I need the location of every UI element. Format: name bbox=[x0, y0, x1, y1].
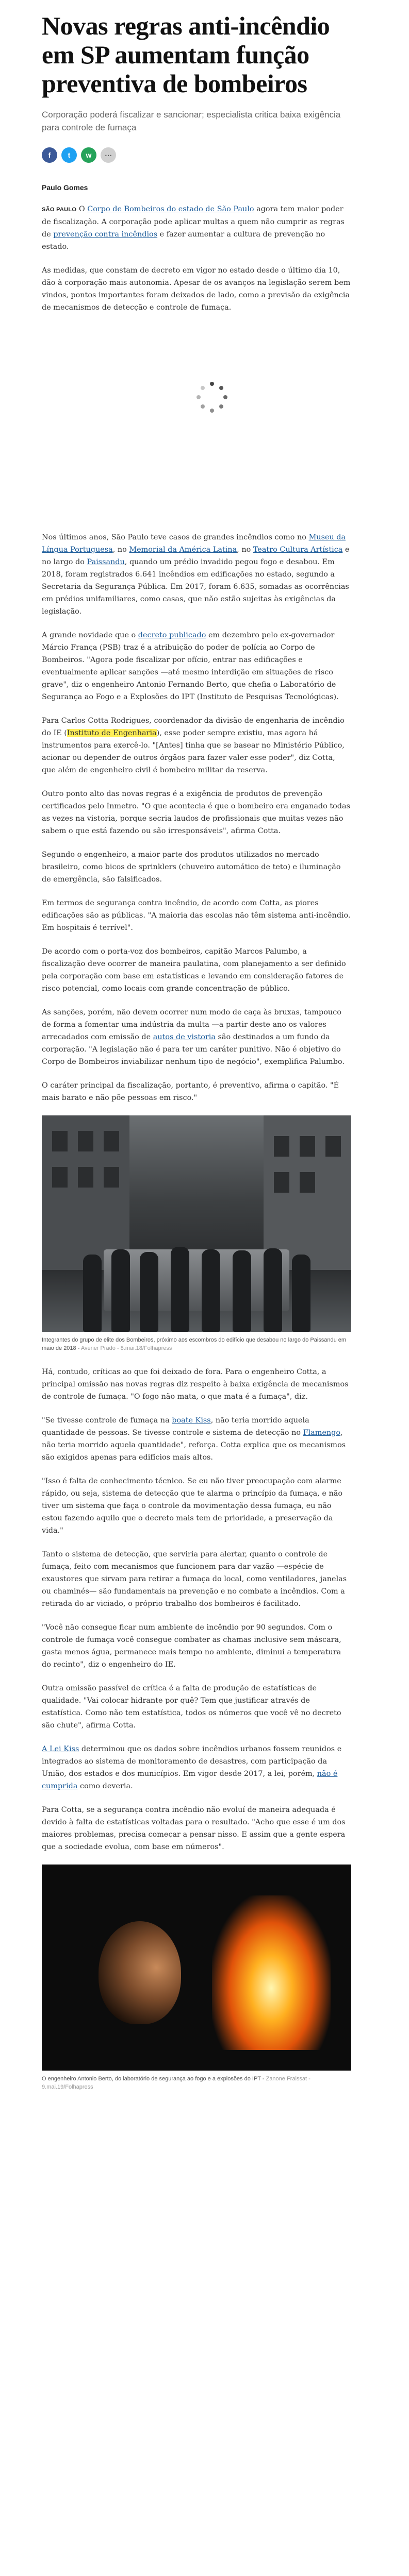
paragraph: De acordo com o porta-voz dos bombeiros, capitão Marcos Palumbo, a fiscalização deve ocorrer de maneira paulatina, com planejamento a ser definido pela corporação com base em estatísticas e levando em consideração fatores de risco potencial, como locais com grande concentração de público. bbox=[42, 947, 346, 993]
standfirst: Corporação poderá fiscalizar e sancionar; especialista critica baixa exigência para controle de fumaça bbox=[42, 110, 341, 132]
photo-credit: Avener Prado - 8.mai.18/Folhapress bbox=[80, 1345, 172, 1351]
photo-caption: O engenheiro Antonio Berto, do laboratório de segurança ao fogo e a explosões do IPT - Zanone Fraissat - 9.mai.19/Folhapress bbox=[42, 2076, 310, 2090]
paragraph: As medidas, que constam de decreto em vigor no estado desde o último dia 10, dão à corporação mais autonomia. Apesar de os avanços na legislação serem bem vindos, pontos importantes foram deixados de lado, como a previsão da exigência de mecanismos de detecção e controle de fumaça. bbox=[42, 266, 351, 312]
paragraph: "Você não consegue ficar num ambiente de incêndio por 90 segundos. Com o controle de fumaça você consegue combater as chamas inclusive sem máscara, gasta menos água, permanece mais tempo no ambiente, diminui a temperatura do recinto", diz o engenheiro do IE. bbox=[42, 1623, 341, 1669]
loading-spinner bbox=[42, 325, 351, 531]
paragraph: A grande novidade que o decreto publicado em dezembro pelo ex-governador Márcio França (PSB) traz é a atribuição do poder de polícia ao Corpo de Bombeiros. "Agora pode fiscalizar por ofício, entrar nas edificações e eventualmente aplicar sanções —até mesmo interdição em situações de risco grave", diz o engenheiro Antonio Fernando Berto, que chefia o Laboratório de Segurança ao Fogo e a Explosões do IPT (Instituto de Pesquisas Tecnológicas). bbox=[42, 631, 339, 701]
highlighted-text: Instituto de Engenharia bbox=[67, 729, 157, 737]
more-share-icon[interactable]: ⋯ bbox=[101, 147, 116, 163]
paragraph: Nos últimos anos, São Paulo teve casos de grandes incêndios como no Museu da Língua Portuguesa, no Memorial da América Latina, no Teatro Cultura Artística e no largo do Paissandu, quando um prédio invadido pegou fogo e desabou. Em 2018, foram registrados 6.641 incêndios em edificações no estado, segundo a Secretaria da Segurança Pública. Em 2017, foram 6.635, somadas as ocorrências em prédios unifamiliares, como casas, que não estão sujeitas às exigências da legislação. bbox=[42, 533, 350, 616]
link-corpo-de-bombeiros[interactable]: Corpo de Bombeiros do estado de São Paulo bbox=[87, 205, 254, 213]
paragraph: SÃO PAULO O Corpo de Bombeiros do estado de São Paulo agora tem maior poder de fiscalização. A corporação pode aplicar multas a quem não cumprir as regras de prevenção contra incêndios e fazer aumentar a cultura de prevenção no estado. bbox=[42, 205, 345, 251]
twitter-share-icon[interactable]: t bbox=[61, 147, 77, 163]
link-teatro-cultura-artistica[interactable]: Teatro Cultura Artística bbox=[253, 546, 343, 554]
engineer-photo[interactable] bbox=[42, 1865, 351, 2071]
paragraph: Para Carlos Cotta Rodrigues, coordenador da divisão de engenharia de incêndio do IE (Instituto de Engenharia), esse poder sempre existiu, mas agora há instrumentos para exercê-lo. "[Antes] tinha que se basear no Ministério Público, acionar ou depender de outros órgãos para fazer valer esse poder", diz Cotta, que além de engenheiro civil é bombeiro militar da reserva. bbox=[42, 717, 345, 774]
paragraph: O caráter principal da fiscalização, portanto, é preventivo, afirma o capitão. "É mais barato e não põe pessoas em risco." bbox=[42, 1081, 339, 1102]
link-lei-kiss[interactable]: A Lei Kiss bbox=[42, 1745, 79, 1753]
figure-firefighters bbox=[42, 1115, 351, 1352]
link-decreto-publicado[interactable]: decreto publicado bbox=[138, 631, 206, 639]
paragraph: Outro ponto alto das novas regras é a exigência de produtos de prevenção certificados pelo Inmetro. "O que acontecia é que o bombeiro era enganado todas as vezes na vistoria, porque secria laudos de profissionais que muitas vezes não sabem o que está fazendo ou são irresponsáveis", afirma Cotta. bbox=[42, 790, 350, 835]
link-boate-kiss[interactable]: boate Kiss bbox=[172, 1416, 211, 1425]
figure-engineer bbox=[42, 1865, 351, 2091]
link-paissandu[interactable]: Paissandu bbox=[87, 558, 125, 566]
paragraph: Tanto o sistema de detecção, que serviria para alertar, quanto o controle de fumaça, feito com mecanismos que funcionem para dar vazão —espécie de exaustores que sirvam para retirar a fumaça do local, como ventiladores, janelas ou chaminés— são fundamentais na prevenção e no combate a incêndios. Com a retirada do ar viciado, o próprio trabalho dos bombeiros é facilitado. bbox=[42, 1550, 347, 1608]
paragraph: Outra omissão passível de crítica é a falta de produção de estatísticas de qualidade. "Vai colocar hidrante por quê? Tem que justificar através de estatística. Como não tem estatística, todos os números que você vê no decreto são chute", afirma Cotta. bbox=[42, 1684, 341, 1730]
article bbox=[42, 0, 351, 2105]
headline: Novas regras anti-incêndio em SP aumentam função preventiva de bombeiros bbox=[42, 11, 330, 98]
paragraph: Em termos de segurança contra incêndio, de acordo com Cotta, as piores edificações são as públicas. "A maioria das escolas não têm sistema anti-incêndio. Em hospitais é terrível". bbox=[42, 899, 351, 932]
photo-credit: Zanone Fraissat - 9.mai.19/Folhapress bbox=[42, 2076, 310, 2090]
dateline: SÃO PAULO bbox=[42, 207, 77, 213]
paragraph: Para Cotta, se a segurança contra incêndio não evoluí de maneira adequada é devido à falta de estatísticas voltadas para o resultado. "Acho que esse é um dos maiores problemas, precisa começar a pensar nisso. E assim que a gente espera que a sociedade evolua, com base em números". bbox=[42, 1806, 346, 1851]
paragraph: Há, contudo, críticas ao que foi deixado de fora. Para o engenheiro Cotta, a principal omissão nas novas regras diz respeito à baixa exigência de mecanismos de controle de fumaça. "O fogo não mata, o que mata é a fumaça", diz. bbox=[42, 1368, 349, 1401]
link-flamengo[interactable]: Flamengo bbox=[303, 1429, 341, 1437]
paragraph: Segundo o engenheiro, a maior parte dos produtos utilizados no mercado brasileiro, como bicos de sprinklers (chuveiro automático de teto) e iluminação de emergência, são falsificados. bbox=[42, 851, 341, 884]
link-prevencao-incendios[interactable]: prevenção contra incêndios bbox=[53, 230, 158, 239]
firefighters-photo[interactable] bbox=[42, 1115, 351, 1332]
author-name: Paulo Gomes bbox=[42, 183, 88, 192]
link-museu-lingua-portuguesa[interactable]: Museu da Língua Portuguesa bbox=[42, 533, 346, 554]
whatsapp-share-icon[interactable]: w bbox=[81, 147, 96, 163]
link-nao-e-cumprida[interactable]: não é cumprida bbox=[42, 1770, 338, 1790]
paragraph: "Isso é falta de conhecimento técnico. Se eu não tiver preocupação com alarme rápido, ou seja, sistema de detecção que te alarma o princípio da fumaça, e não tiver um sistema que faça o controle da movimentação dessa fumaça, eu não estou fazendo aquilo que o decreto mais tem de prioridade, a preservação da vida." bbox=[42, 1477, 343, 1535]
photo-caption: Integrantes do grupo de elite dos Bombeiros, próximo aos escombros do edifício que desabou no largo do Paissandu em maio de 2018 - Avener Prado - 8.mai.18/Folhapress bbox=[42, 1337, 347, 1351]
article-body bbox=[42, 203, 351, 2091]
facebook-share-icon[interactable]: f bbox=[42, 147, 57, 163]
paragraph: "Se tivesse controle de fumaça na boate Kiss, não teria morrido aquela quantidade de pessoas. Se tivesse controle e sistema de detecção no Flamengo, não teria morrido aquela quantidade", reforça. Cotta explica que os mecanismos são exigidos apenas para edifícios mais altos. bbox=[42, 1416, 346, 1462]
link-memorial-america-latina[interactable]: Memorial da América Latina bbox=[129, 546, 237, 554]
share-bar bbox=[42, 147, 351, 163]
paragraph: As sanções, porém, não devem ocorrer num modo de caça às bruxas, tampouco de forma a fomentar uma indústria da multa —a partir deste ano os valores arrecadados com emissão de autos de vistoria são destinados a um fundo da corporação. "A legislação não é para ter um caráter punitivo. Não é objetivo do Corpo de Bombeiros inviabilizar nenhum tipo de negócio", exemplifica Palumbo. bbox=[42, 1008, 345, 1066]
link-autos-de-vistoria[interactable]: autos de vistoria bbox=[153, 1033, 216, 1041]
spinner-icon bbox=[197, 382, 227, 413]
paragraph: A Lei Kiss determinou que os dados sobre incêndios urbanos fossem reunidos e integrados ao sistema de monitoramento de desastres, com participação da União, dos estados e dos municípios. Em vigor desde 2017, a lei, porém, não é cumprida como deveria. bbox=[42, 1745, 342, 1790]
